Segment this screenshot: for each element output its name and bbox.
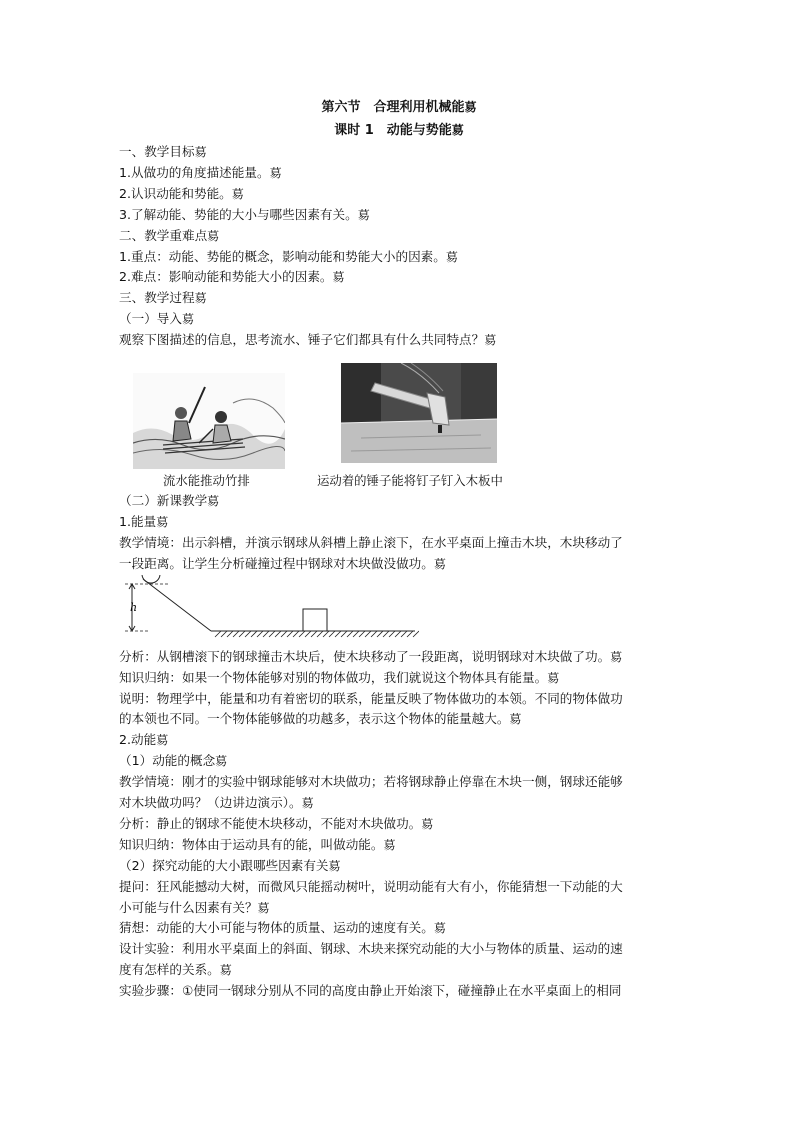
text-line-content: 1.重点：动能、势能的概念，影响动能和势能大小的因素。	[119, 248, 446, 264]
ground-hatch	[233, 631, 239, 637]
ground-hatch	[401, 631, 407, 637]
ground-hatch	[215, 631, 221, 637]
ground-hatch	[311, 631, 317, 637]
text-line	[119, 772, 679, 793]
ground-hatch	[407, 631, 413, 637]
mark-glyph: 䓪	[383, 837, 396, 852]
text-line	[119, 491, 679, 512]
text-line-content: 提问：狂风能撼动大树，而微风只能摇动树叶，说明动能有大有小，你能猜想一下动能的大	[119, 878, 623, 894]
ground-hatch	[287, 631, 293, 637]
ground-hatch	[371, 631, 377, 637]
ground-hatch	[281, 631, 287, 637]
text-line-content: （1）动能的概念	[119, 753, 216, 769]
text-line	[119, 247, 679, 268]
text-line-content: 三、教学过程	[119, 290, 195, 306]
text-line-content: 2.动能	[119, 732, 157, 748]
text-line-content: 教学情境：出示斜槽，并演示钢球从斜槽上静止滚下，在水平桌面上撞击木块，木块移动了	[119, 534, 623, 550]
text-line-content: 实验步骤：①使同一钢球分别从不同的高度由静止开始滚下，碰撞静止在水平桌面上的相同	[119, 983, 622, 999]
mark-glyph: 䓪	[301, 796, 314, 811]
text-line	[119, 835, 679, 856]
mark-glyph: 䓪	[231, 186, 244, 201]
ground-hatch	[395, 631, 401, 637]
text-line-content: 对木块做功吗？（边讲边演示）。	[119, 795, 302, 811]
text-line	[119, 814, 679, 835]
caption-raft: 流水能推动竹排	[163, 473, 250, 489]
mark-glyph: 䓪	[207, 494, 220, 509]
mark-glyph: 䓪	[156, 514, 169, 529]
lesson-title	[119, 119, 679, 142]
ground-hatch	[335, 631, 341, 637]
ground-hatch	[323, 631, 329, 637]
text-line-content: 观察下图描述的信息，思考流水、锤子它们都具有什么共同特点？	[119, 332, 485, 348]
text-line-content: 分析：从钢槽滚下的钢球撞击木块后，使木块移动了一段距离，说明钢球对木块做了功。	[119, 648, 611, 664]
ground-hatch	[239, 631, 245, 637]
objectives-block	[119, 142, 679, 351]
text-line-content: 2.认识动能和势能。	[119, 185, 232, 201]
ground-hatch	[353, 631, 359, 637]
text-line	[119, 309, 679, 330]
mark-glyph: 䓪	[547, 670, 560, 685]
ground-hatch	[347, 631, 353, 637]
text-line	[119, 939, 679, 960]
ground-hatch	[341, 631, 347, 637]
text-line-content: 一、教学目标	[119, 144, 195, 159]
text-line	[119, 668, 679, 689]
ground-hatch	[377, 631, 383, 637]
text-line-content: 3.了解动能、势能的大小与哪些因素有关。	[119, 206, 358, 222]
ground-hatch	[317, 631, 323, 637]
text-line-content: 的本领也不同。一个物体能够做的功越多，表示这个物体的能量越大。	[119, 711, 510, 727]
ground-hatch	[251, 631, 257, 637]
lesson-title-text: 课时 1 动能与势能	[334, 123, 452, 138]
ground-hatch	[245, 631, 251, 637]
mark-glyph: 䓪	[215, 754, 228, 769]
ramp-block-svg	[119, 575, 419, 647]
section-title-text: 第六节 合理利用机械能	[321, 100, 465, 115]
mark-glyph: 䓪	[357, 207, 370, 222]
ground-hatch	[413, 631, 419, 637]
text-line	[119, 267, 679, 288]
text-line	[119, 330, 679, 351]
ramp-diagram	[119, 575, 679, 647]
text-line	[119, 709, 679, 730]
text-line	[119, 184, 679, 205]
text-line-content: 1.能量	[119, 513, 157, 529]
text-line	[119, 226, 679, 247]
text-line	[119, 751, 679, 772]
text-line	[119, 647, 679, 668]
text-line	[119, 205, 679, 226]
text-line-content: （2）探究动能的大小跟哪些因素有关	[119, 857, 329, 873]
mark-glyph: 䓪	[464, 100, 477, 114]
raft-illustration	[133, 373, 285, 469]
mark-glyph: 䓪	[207, 228, 220, 243]
mark-glyph: 䓪	[445, 249, 458, 264]
ground-hatch	[227, 631, 233, 637]
mark-glyph: 䓪	[433, 921, 446, 936]
new-lesson-block	[119, 491, 679, 575]
text-line-content: 猜想：动能的大小可能与物体的质量、运动的速度有关。	[119, 920, 434, 936]
ground-hatch	[269, 631, 275, 637]
text-line	[119, 554, 679, 575]
ground-hatch	[383, 631, 389, 637]
text-line	[119, 898, 679, 919]
section-title	[119, 96, 679, 119]
text-line	[119, 512, 679, 533]
text-line	[119, 856, 679, 877]
text-line	[119, 689, 679, 710]
text-line-content: 一段距离。让学生分析碰撞过程中钢球对木块做没做功。	[119, 555, 434, 571]
ground-hatch	[329, 631, 335, 637]
text-line-content: 度有怎样的关系。	[119, 962, 220, 978]
mark-glyph: 䓪	[332, 270, 345, 285]
text-line-content: 1.从做功的角度描述能量。	[119, 164, 270, 180]
text-line-content: 知识归纳：物体由于运动具有的能，叫做动能。	[119, 836, 384, 852]
text-line	[119, 142, 679, 163]
text-line-content: 分析：静止的钢球不能使木块移动，不能对木块做功。	[119, 815, 422, 831]
text-line	[119, 877, 679, 898]
text-line	[119, 730, 679, 751]
mark-glyph: 䓪	[194, 145, 207, 159]
mark-glyph: 䓪	[421, 816, 434, 831]
mark-glyph: 䓪	[328, 858, 341, 873]
text-line-content: 小可能与什么因素有关？	[119, 899, 258, 915]
mark-glyph: 䓪	[610, 649, 623, 664]
text-line-content: 设计实验：利用水平桌面上的斜面、钢球、木块来探究动能的大小与物体的质量、运动的速	[119, 941, 623, 957]
ground-hatch	[359, 631, 365, 637]
hammer-photo	[341, 363, 497, 463]
text-line	[119, 533, 679, 554]
text-line	[119, 288, 679, 309]
text-line-content: 二、教学重难点	[119, 227, 208, 243]
ground-hatch	[389, 631, 395, 637]
ground-hatch	[305, 631, 311, 637]
mark-glyph: 䓪	[433, 556, 446, 571]
intro-figures	[119, 351, 679, 491]
text-line-content: （一）导入	[119, 311, 182, 327]
ground-hatch	[257, 631, 263, 637]
text-line	[119, 981, 679, 1002]
mark-glyph: 䓪	[484, 333, 497, 348]
ground-hatch	[293, 631, 299, 637]
mark-glyph: 䓪	[219, 963, 232, 978]
mark-glyph: 䓪	[257, 900, 270, 915]
mark-glyph: 䓪	[269, 165, 282, 180]
ground-hatch	[299, 631, 305, 637]
analysis-block	[119, 647, 679, 1002]
text-line-content: 2.难点：影响动能和势能大小的因素。	[119, 269, 333, 285]
mark-glyph: 䓪	[181, 312, 194, 327]
text-line	[119, 793, 679, 814]
mark-glyph: 䓪	[194, 291, 207, 306]
ground-hatch	[275, 631, 281, 637]
ground-hatch	[365, 631, 371, 637]
text-line	[119, 163, 679, 184]
text-line	[119, 918, 679, 939]
mark-glyph: 䓪	[509, 712, 522, 727]
text-line-content: 说明：物理学中，能量和功有着密切的联系，能量反映了物体做功的本领。不同的物体做功	[119, 690, 623, 706]
text-line-content: （二）新课教学	[119, 493, 208, 509]
text-line	[119, 960, 679, 981]
mark-glyph: 䓪	[451, 123, 464, 137]
ground-hatch	[263, 631, 269, 637]
height-label: h	[130, 600, 138, 614]
text-line-content: 教学情境：刚才的实验中钢球能够对木块做功；若将钢球静止停靠在木块一侧，钢球还能够	[119, 774, 623, 790]
ground-hatch	[221, 631, 227, 637]
text-line-content: 知识归纳：如果一个物体能够对别的物体做功，我们就说这个物体具有能量。	[119, 669, 548, 685]
mark-glyph: 䓪	[156, 733, 169, 748]
caption-hammer: 运动着的锤子能将钉子钉入木板中	[317, 473, 503, 489]
document-page	[119, 96, 679, 1002]
